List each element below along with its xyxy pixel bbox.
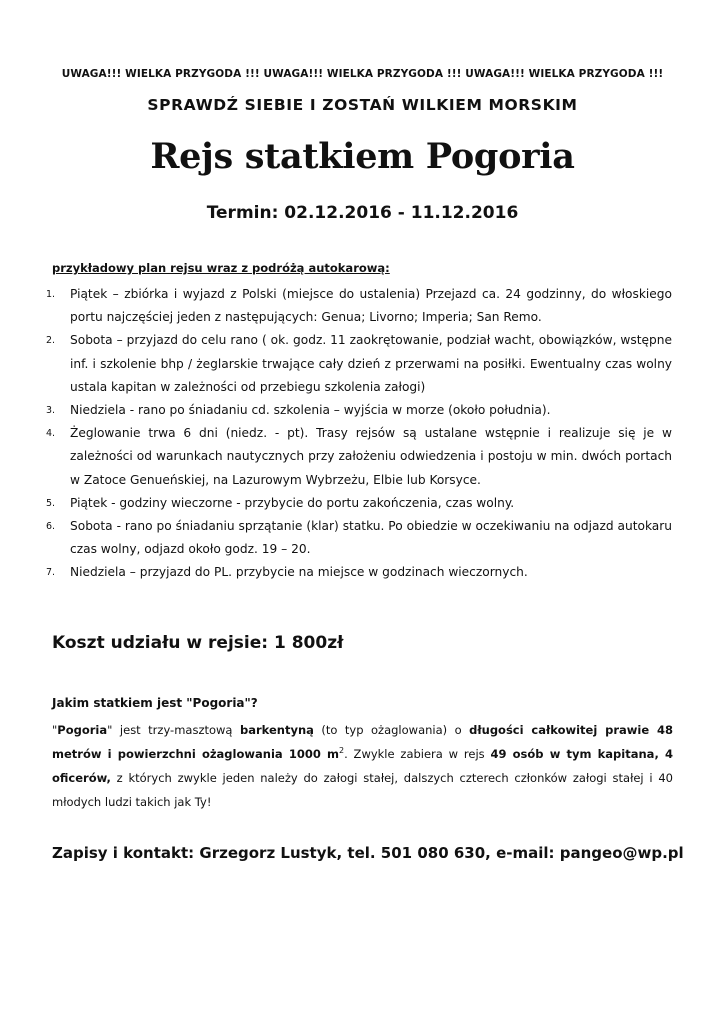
quote-close: " bbox=[107, 723, 113, 737]
subtitle: SPRAWDŹ SIEBIE I ZOSTAŃ WILKIEM MORSKIM bbox=[147, 96, 578, 114]
ship-description bbox=[52, 718, 673, 814]
warning-banner: UWAGA!!! WIELKA PRZYGODA !!! UWAGA!!! WIELKA PRZYGODA !!! UWAGA!!! WIELKA PRZYGODA !!! bbox=[61, 68, 664, 80]
list-item bbox=[46, 561, 672, 584]
list-item-number: 4. bbox=[46, 428, 56, 440]
list-item-number: 5. bbox=[46, 497, 56, 509]
ship-question: Jakim statkiem jest "Pogoria"? bbox=[52, 696, 258, 710]
list-item bbox=[46, 283, 672, 329]
ship-type: barkentyną bbox=[239, 723, 314, 737]
list-item-text: Żeglowanie trwa 6 dni (niedz. - pt). Trasy rejsów są ustalane wstępnie i realizuje się je w zależności od warunkach nautycznych przy założeniu odwiedzenia i postoju w min. dwóch portach w Zatoce Genueńskiej, na Lazurowym Wybrzeżu, Elbie lub Korsyce. bbox=[70, 426, 672, 487]
list-item bbox=[46, 515, 672, 561]
ship-desc-text-2: (to typ ożaglowania) o bbox=[313, 723, 470, 737]
list-item-text: Niedziela - rano po śniadaniu cd. szkolenia – wyjścia w morze (około południa). bbox=[70, 403, 551, 418]
ship-desc-text-3: . Zwykle zabiera w rejs bbox=[344, 747, 491, 761]
list-item bbox=[46, 329, 672, 399]
plan-heading: przykładowy plan rejsu wraz z podróżą autokarową: bbox=[52, 261, 390, 275]
ship-crew: 49 osób w tym kapitana, 4 oficerów, bbox=[52, 747, 673, 785]
list-item-text: Piątek – zbiórka i wyjazd z Polski (miejsce do ustalenia) Przejazd ca. 24 godzinny, do włoskiego portu najczęściej jeden z następujących: Genua; Livorno; Imperia; San Remo. bbox=[70, 287, 672, 325]
contact-info: Zapisy i kontakt: Grzegorz Lustyk, tel. 501 080 630, e-mail: pangeo@wp.pl bbox=[52, 844, 684, 862]
page-title: Rejs statkiem Pogoria bbox=[150, 136, 575, 177]
list-item-text: Piątek - godziny wieczorne - przybycie do portu zakończenia, czas wolny. bbox=[70, 495, 515, 510]
list-item-text: Niedziela – przyjazd do PL. przybycie na miejsce w godzinach wieczornych. bbox=[70, 565, 528, 580]
list-item bbox=[46, 399, 672, 422]
list-item-number: 7. bbox=[46, 567, 56, 579]
ship-dimensions: długości całkowitej prawie 48 metrów i powierzchni ożaglowania 1000 m bbox=[52, 723, 673, 761]
list-item-number: 3. bbox=[46, 405, 56, 417]
list-item bbox=[46, 492, 672, 515]
list-item-text: Sobota - rano po śniadaniu sprzątanie (klar) statku. Po obiedzie w oczekiwaniu na odjazd autokaru czas wolny, odjazd około godz. 19 – 20. bbox=[70, 519, 672, 557]
plan-list bbox=[46, 283, 672, 585]
list-item-number: 1. bbox=[46, 289, 56, 300]
quote-open: " bbox=[52, 723, 58, 737]
ship-desc-text-4: z których zwykle jeden należy do załogi stałej, dalszych czterech członków załogi stałej i 40 młodych ludzi takich jak Ty! bbox=[52, 771, 673, 809]
list-item bbox=[46, 422, 672, 492]
ship-name: Pogoria bbox=[57, 723, 108, 737]
ship-area-exponent: 2 bbox=[338, 746, 345, 756]
list-item-text: Sobota – przyjazd do celu rano ( ok. godz. 11 zaokrętowanie, podział wacht, obowiązków, wstępne inf. i szkolenie bhp / żeglarskie trwające cały dzień z przerwami na posiłki. Ewentualny czas wolny ustala kapitan w zależności od przebiegu szkolenia załogi) bbox=[70, 333, 672, 394]
list-item-number: 6. bbox=[46, 521, 56, 533]
ship-desc-text-1: jest trzy-masztową bbox=[112, 723, 240, 737]
cruise-cost: Koszt udziału w rejsie: 1 800zł bbox=[52, 633, 344, 653]
list-item-number: 2. bbox=[46, 335, 56, 347]
cruise-term: Termin: 02.12.2016 - 11.12.2016 bbox=[206, 203, 519, 223]
